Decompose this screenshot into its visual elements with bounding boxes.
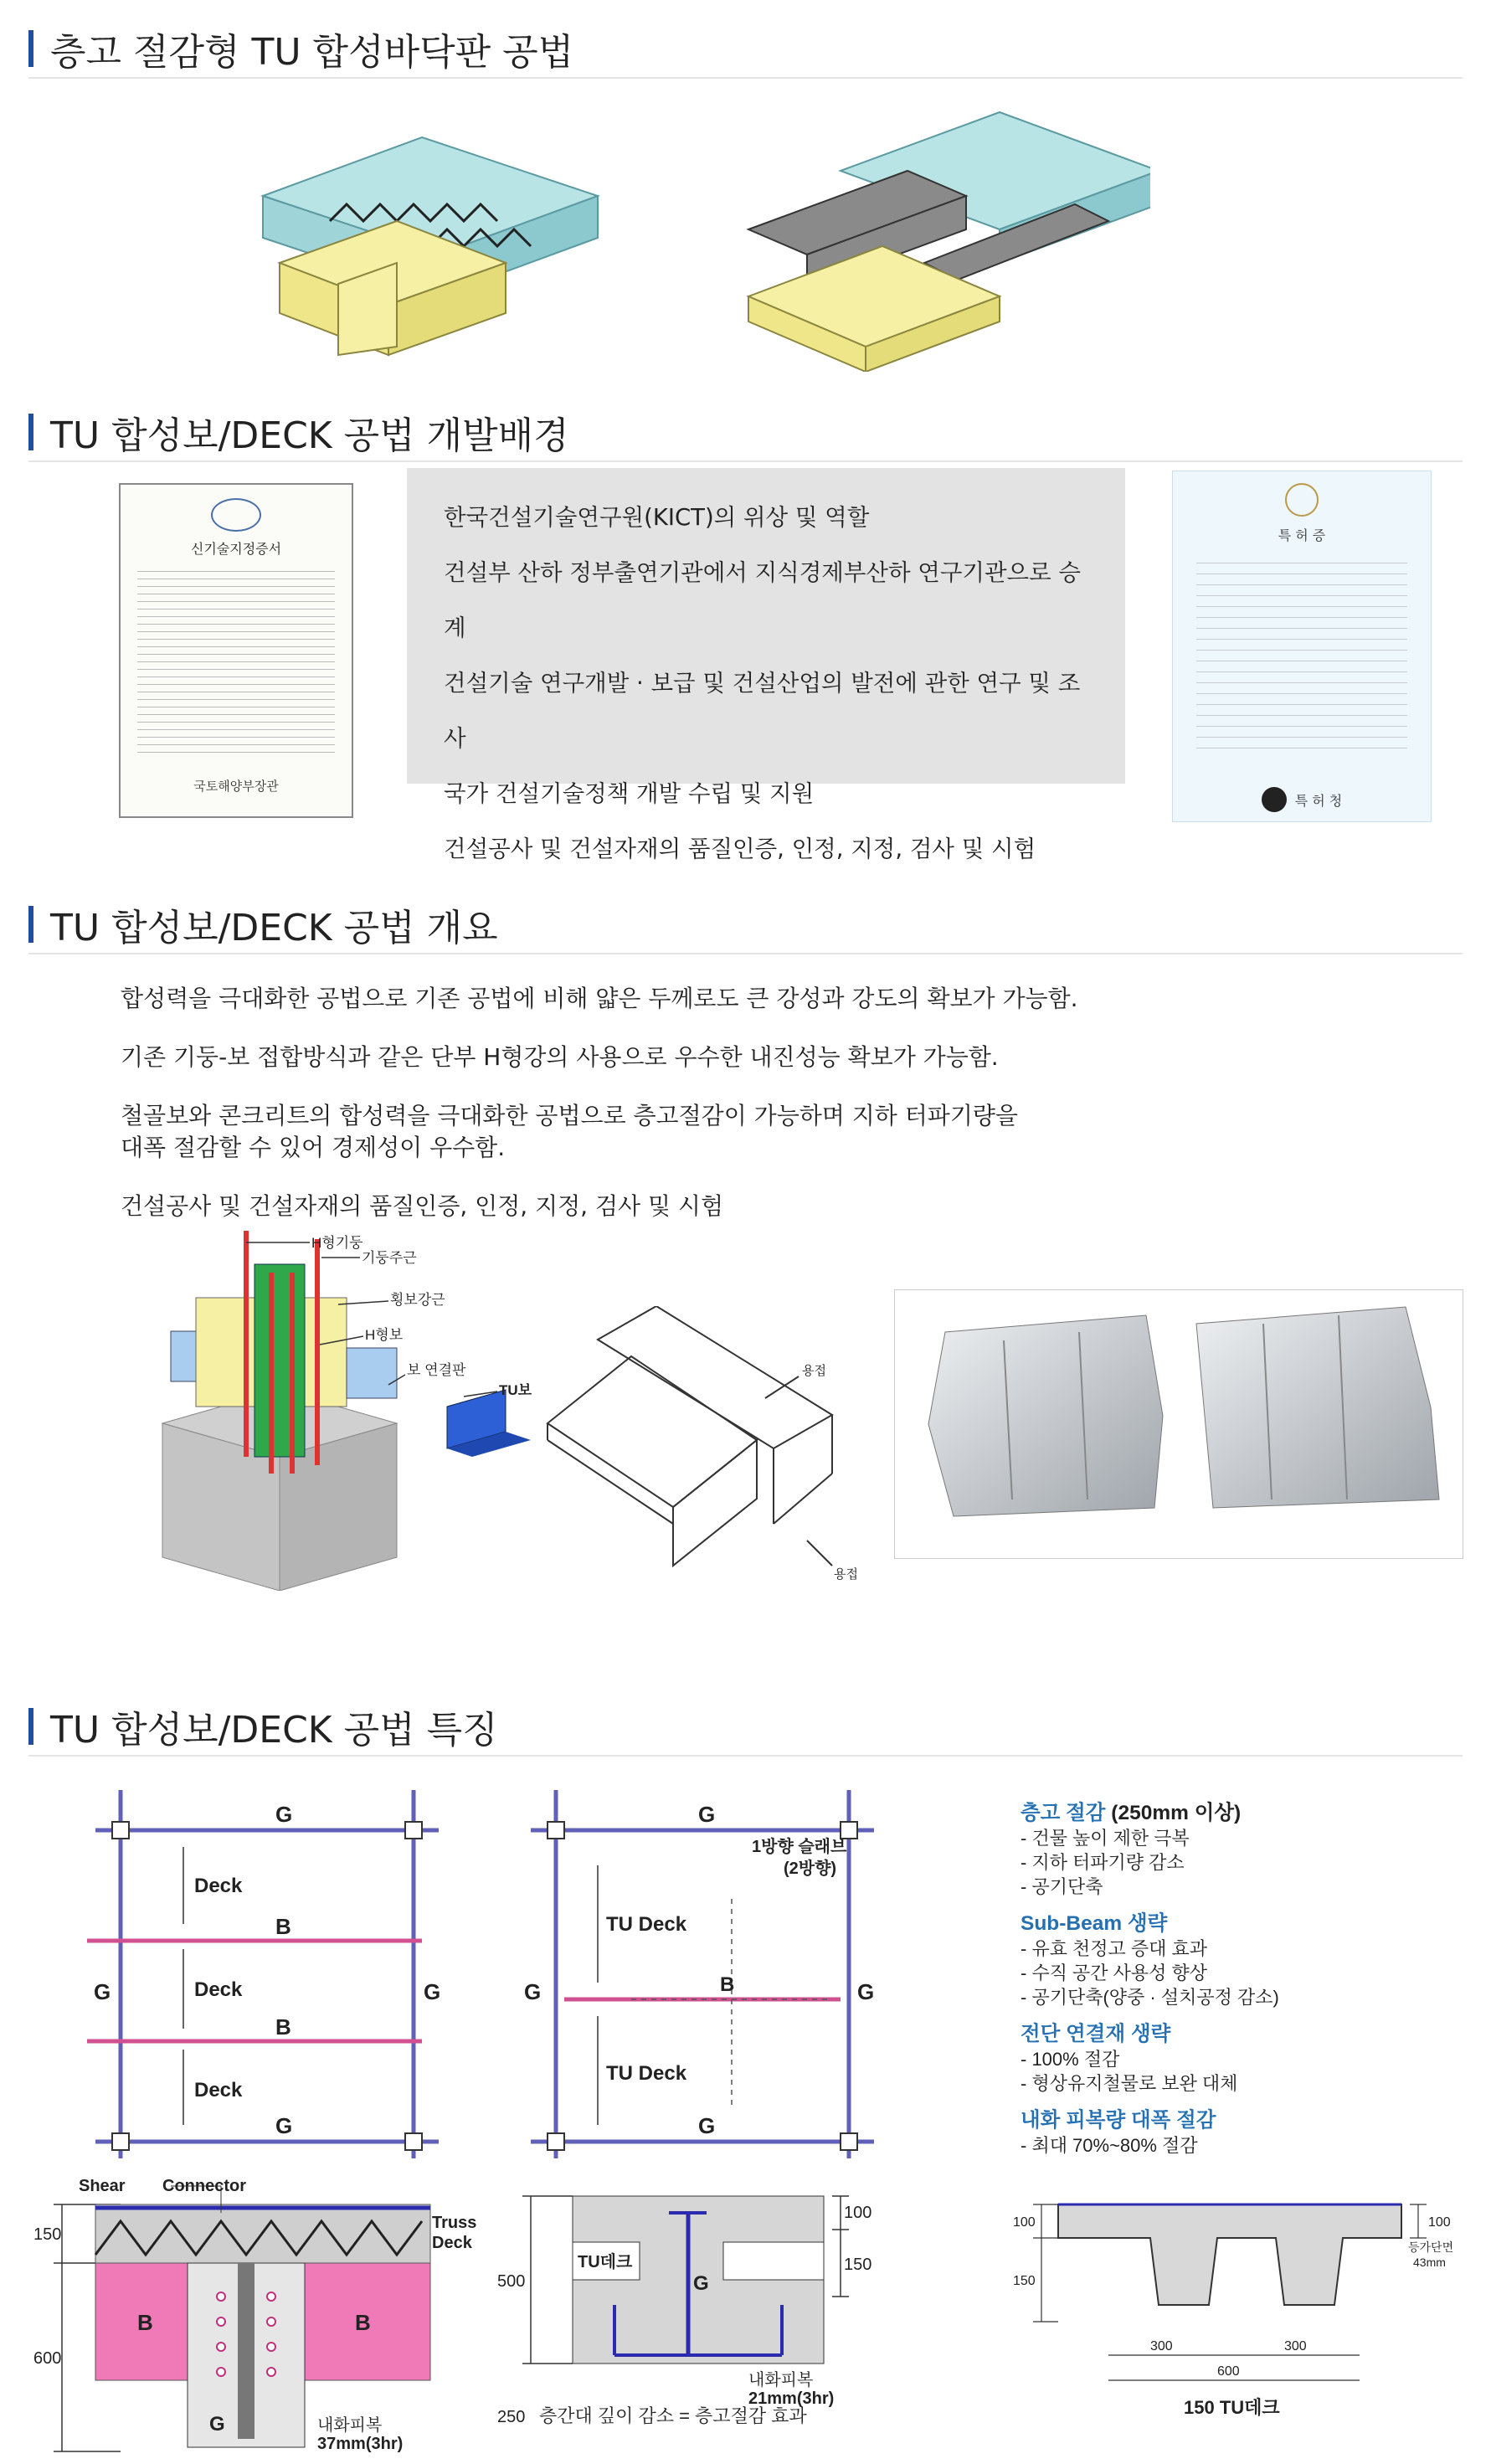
patent-text — [1196, 553, 1407, 754]
deck-label: Deck — [194, 1875, 243, 1897]
dim-100-right: 100 — [1428, 2215, 1451, 2230]
feature-item: - 유효 천정고 증대 효과 — [1021, 1938, 1208, 1959]
feature-item: - 건물 높이 제한 극복 — [1021, 1828, 1190, 1849]
feature-title-extra: (250mm 이상) — [1105, 1802, 1242, 1824]
dim-150: 150 — [1013, 2274, 1036, 2288]
girder-label: G — [209, 2413, 225, 2436]
feature-item: - 수직 공간 사용성 향상 — [1021, 1962, 1208, 1983]
profile-caption: 150 TU데크 — [1184, 2397, 1280, 2418]
fireproof-label: 내화피복 — [317, 2416, 383, 2435]
deck-label: Deck — [432, 2234, 472, 2252]
beam-label: B — [275, 1914, 291, 1939]
feature-item: - 공기단축(양중 · 설치공정 감소) — [1021, 1987, 1279, 2008]
section-slab-method — [28, 20, 1463, 79]
beam-right-label: B — [355, 2310, 371, 2335]
feature-group — [1021, 2104, 1456, 2158]
header-bar — [28, 30, 33, 67]
span-300: 300 — [1284, 2339, 1307, 2353]
list-item: 국가 건설기술정책 개발 수립 및 지원 — [444, 780, 815, 807]
girder-right: G — [857, 1979, 875, 2004]
header-bar — [28, 1708, 33, 1745]
girder-top: G — [275, 1802, 293, 1827]
section-title: 층고 절감형 TU 합성바닥판 공법 — [50, 31, 574, 74]
feature-item: - 공기단축 — [1021, 1876, 1103, 1897]
feature-group — [1021, 1907, 1456, 2009]
label-h-column: H형기둥 — [311, 1235, 363, 1251]
girder-right: G — [424, 1979, 441, 2004]
paragraph: 대폭 절감할 수 있어 경제성이 우수함. — [121, 1134, 506, 1161]
fireproof-label: 내화피복 — [748, 2371, 814, 2389]
label-weld-top: 용접 — [802, 1364, 826, 1378]
slab-truss-illustration — [229, 104, 631, 363]
label-weld-bottom: 용접 — [834, 1567, 858, 1582]
certificate-text — [137, 564, 335, 757]
girder-left: G — [94, 1979, 111, 2004]
list-item: 건설부 산하 정부출연기관에서 지식경제부산하 연구기관으로 승계 — [444, 559, 1081, 641]
feature-group — [1021, 2018, 1456, 2096]
dim-100: 100 — [844, 2204, 872, 2222]
feature-title: 전단 연결재 생략 — [1021, 2023, 1171, 2045]
tu-beam-drawing — [531, 1306, 882, 1608]
deck-label: Deck — [194, 1978, 243, 2001]
list-item: 한국건설기술연구원(KICT)의 위상 및 역할 — [444, 504, 870, 531]
feature-title: 내화 피복량 대폭 절감 — [1021, 2109, 1216, 2132]
paragraph: 철골보와 콘크리트의 합성력을 극대화한 공법으로 층고절감이 가능하며 지하 터파기량을 — [121, 1102, 1018, 1129]
connector-label: Connector — [162, 2179, 246, 2195]
label-tu-beam: TU보 — [499, 1382, 532, 1398]
header-bar — [28, 906, 33, 943]
truss-label: Truss — [432, 2214, 477, 2232]
fireproof-value: 37mm(3hr) — [317, 2435, 404, 2453]
dim-150: 150 — [844, 2256, 872, 2274]
section-truss-deck — [28, 2179, 481, 2456]
dim-250: 250 — [497, 2408, 526, 2426]
dim-100: 100 — [1013, 2215, 1036, 2230]
beam-left-label: B — [137, 2310, 153, 2335]
certificate-issuer: 국토해양부장관 — [193, 779, 279, 794]
feature-list — [1021, 1797, 1456, 2158]
deck-photo-illustration — [895, 1290, 1464, 1560]
tu-deck-label: TU Deck — [606, 2062, 687, 2085]
list-item: 건설공사 및 건설자재의 품질인증, 인정, 지정, 검사 및 시험 — [444, 836, 1036, 862]
slab-note: 1방향 슬래브 — [752, 1838, 847, 1856]
section-overview — [28, 896, 1463, 1674]
girder-left: G — [524, 1979, 542, 2004]
patent-office — [1185, 787, 1419, 812]
shear-label: Shear — [79, 2179, 126, 2195]
new-tech-certificate — [119, 483, 353, 818]
feature-item: - 100% 절감 — [1021, 2049, 1120, 2070]
slab-note: (2방향) — [784, 1860, 837, 1878]
span-600: 600 — [1217, 2364, 1240, 2379]
emblem-icon — [1285, 483, 1319, 517]
equivalent-section: 등가단면 — [1408, 2240, 1454, 2254]
girder-label: G — [693, 2272, 709, 2295]
label-column-rebar: 기둥주근 — [362, 1250, 417, 1266]
patent-title: 특 허 증 — [1278, 527, 1326, 543]
span-300: 300 — [1150, 2339, 1173, 2353]
tu-deck-label: TU데크 — [578, 2253, 633, 2271]
certificate-title: 신기술지정증서 — [190, 541, 282, 557]
feature-item: - 지하 터파기량 감소 — [1021, 1852, 1185, 1873]
girder-bottom: G — [698, 2113, 716, 2138]
office-name: 특 허 청 — [1294, 792, 1343, 809]
slab-deck-illustration — [715, 104, 1150, 372]
beam-label: B — [720, 1973, 735, 1996]
header-bar — [28, 414, 33, 450]
deck-label: Deck — [194, 2079, 243, 2101]
floor-plan-tu-deck — [506, 1790, 907, 2184]
paragraph: 합성력을 극대화한 공법으로 기존 공법에 비해 얇은 두께로도 큰 강성과 강도의 확보가 가능함. — [121, 985, 1078, 1012]
section-header — [28, 896, 1463, 954]
label-beam-rebar: 횡보강근 — [390, 1292, 445, 1308]
section-title: TU 합성보/DECK 공법 개요 — [50, 907, 498, 949]
tu-deck-label: TU Deck — [606, 1913, 687, 1936]
girder-top: G — [698, 1802, 716, 1827]
feature-title — [1021, 1797, 1456, 1826]
paragraph: 건설공사 및 건설자재의 품질인증, 인정, 지정, 검사 및 시험 — [121, 1192, 724, 1220]
section-background — [28, 404, 1463, 872]
section-header — [28, 1698, 1463, 1757]
label-h-beam: H형보 — [365, 1327, 404, 1343]
section-title: TU 합성보/DECK 공법 특징 — [50, 1709, 498, 1752]
fireproof-value: 21mm(3hr) — [748, 2389, 835, 2408]
beam-label: B — [275, 2014, 291, 2040]
section-header — [28, 20, 1463, 79]
office-logo-icon — [1262, 787, 1287, 812]
column-joint-diagram — [112, 1222, 581, 1591]
overview-text — [121, 983, 1293, 1222]
section-features — [28, 1698, 1463, 2451]
dim-150: 150 — [33, 2225, 62, 2244]
section-header — [28, 404, 1463, 462]
equivalent-value: 43mm — [1413, 2256, 1446, 2269]
label-beam-plate: 보 연결판 — [407, 1362, 466, 1378]
patent-certificate — [1172, 471, 1432, 822]
dim-600: 600 — [33, 2349, 62, 2368]
feature-item: - 최대 70%~80% 절감 — [1021, 2135, 1198, 2156]
section-caption: 층간대 깊이 감소 = 층고절감 효과 — [539, 2405, 807, 2426]
feature-group — [1021, 1797, 1456, 1899]
deck-photo — [894, 1289, 1463, 1559]
seal-icon — [211, 498, 261, 532]
dim-500: 500 — [497, 2272, 526, 2291]
list-item: 건설기술 연구개발 · 보급 및 건설산업의 발전에 관한 연구 및 조사 — [444, 670, 1081, 752]
tu-deck-profile — [1008, 2188, 1460, 2439]
floor-plan-deck — [45, 1790, 447, 2184]
feature-title: Sub-Beam 생략 — [1021, 1912, 1168, 1935]
background-list — [407, 468, 1125, 862]
feature-item: - 형상유지철물로 보완 대체 — [1021, 2073, 1238, 2094]
section-title: TU 합성보/DECK 공법 개발배경 — [50, 414, 569, 457]
feature-title-text: 층고 절감 — [1021, 1802, 1106, 1824]
girder-bottom: G — [275, 2113, 293, 2138]
paragraph: 기존 기둥-보 접합방식과 같은 단부 H형강의 사용으로 우수한 내진성능 확보가 가능함. — [121, 1043, 999, 1071]
section-tu-deck — [497, 2188, 933, 2447]
